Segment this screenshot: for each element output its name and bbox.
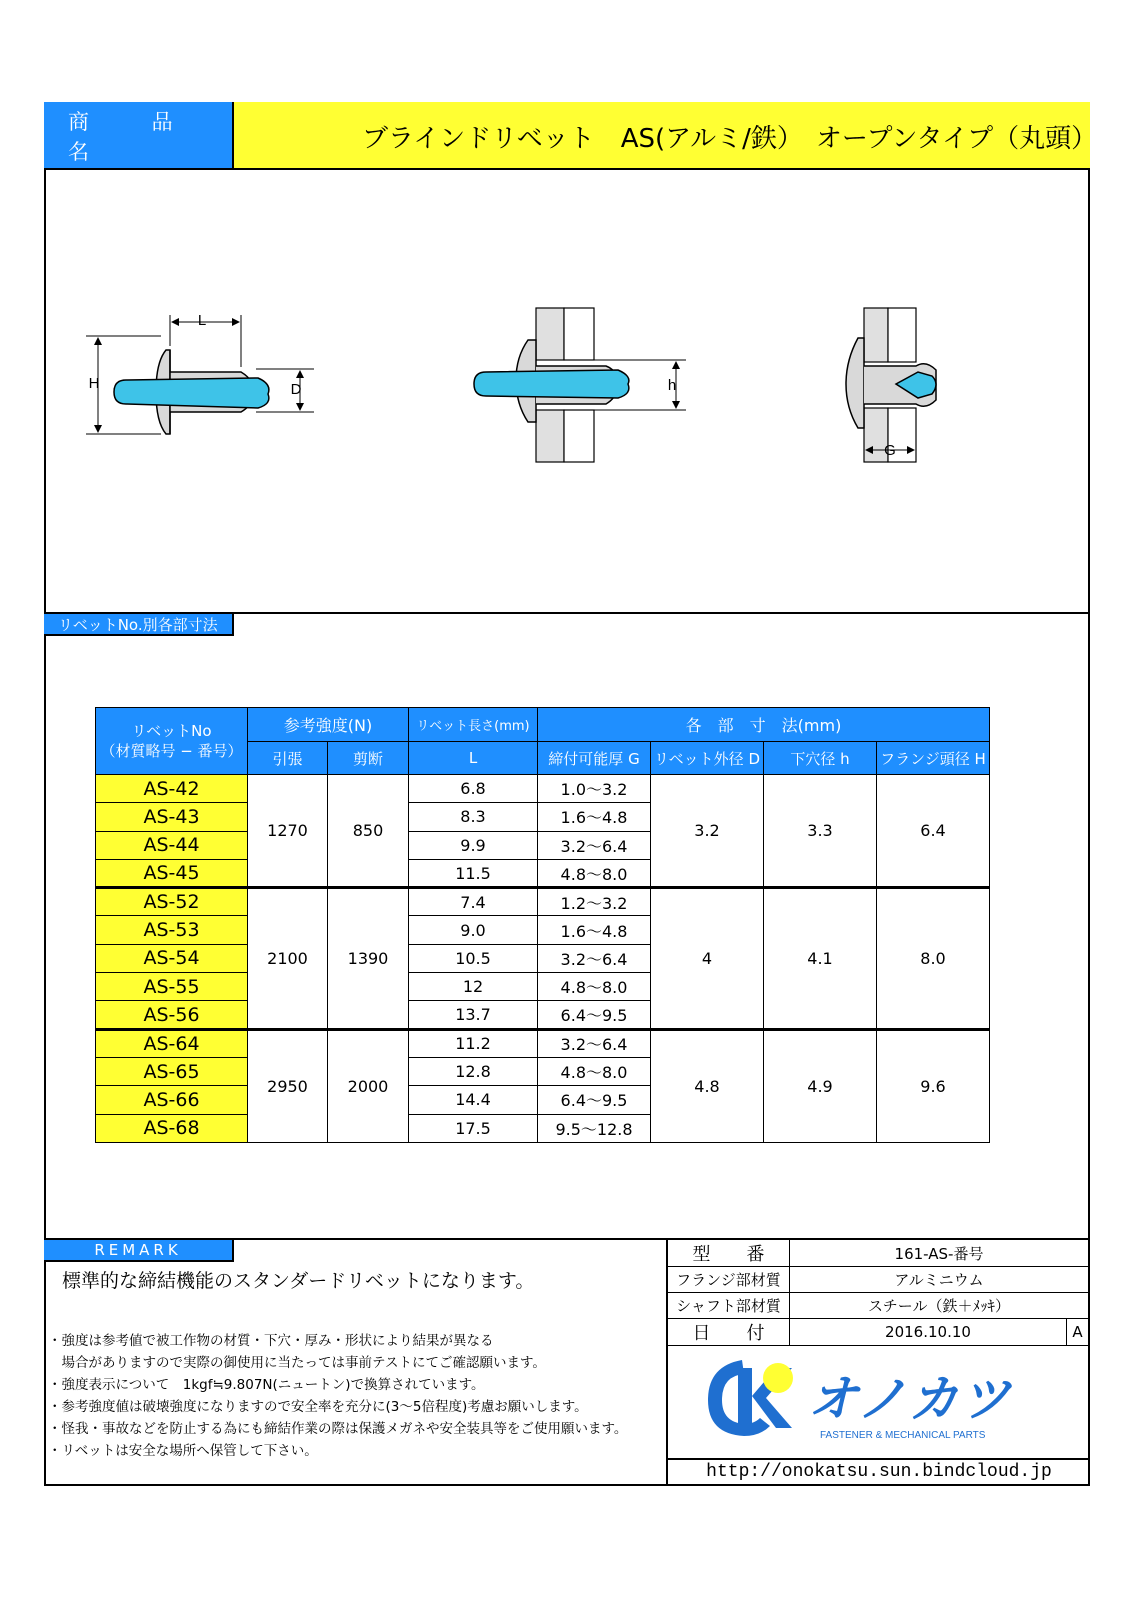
remark-note: ・怪我・事故などを防止する為にも締結作業の際は保護メガネや安全装具等をご使用願います。	[48, 1421, 628, 1437]
rivet-code: AS-55	[96, 973, 248, 1001]
length-value: 8.3	[409, 803, 538, 831]
length-value: 6.8	[409, 775, 538, 803]
col-grip: 締付可能厚 G	[538, 742, 651, 775]
length-value: 17.5	[409, 1114, 538, 1142]
dims-section-tab: リベットNo.別各部寸法	[44, 614, 234, 636]
length-value: 14.4	[409, 1086, 538, 1114]
grip-value: 9.5〜12.8	[538, 1114, 651, 1142]
rivet-code: AS-44	[96, 831, 248, 859]
rivet-code: AS-42	[96, 775, 248, 803]
length-value: 13.7	[409, 1001, 538, 1029]
rivet-diagram	[46, 172, 1088, 612]
logo-tagline: FASTENER & MECHANICAL PARTS	[820, 1430, 986, 1441]
rivet-code: AS-52	[96, 888, 248, 916]
website-url[interactable]: http://onokatsu.sun.bindcloud.jp	[706, 1462, 1052, 1482]
flange-dia-value: 6.4	[877, 775, 990, 888]
col-outer-dia: リベット外径 D	[651, 742, 764, 775]
spec-date-label: 日 付	[668, 1319, 790, 1346]
col-shear: 剪断	[328, 742, 409, 775]
rivet-figure-2	[474, 308, 686, 462]
remark-note: ・参考強度値は破壊強度になりますので安全率を充分に(3〜5倍程度)考慮お願いします。	[48, 1399, 588, 1415]
label-H: H	[88, 375, 100, 392]
grip-value: 6.4〜9.5	[538, 1086, 651, 1114]
col-tension: 引張	[248, 742, 328, 775]
shear-value: 1390	[328, 888, 409, 1029]
length-value: 9.0	[409, 916, 538, 944]
length-value: 12	[409, 973, 538, 1001]
col-rivet-no: リベットNo （材質略号 − 番号）	[96, 708, 248, 775]
table-row	[96, 888, 990, 916]
flange-dia-value: 9.6	[877, 1029, 990, 1142]
grip-value: 4.8〜8.0	[538, 973, 651, 1001]
col-length-L: L	[409, 742, 538, 775]
rivet-code: AS-56	[96, 1001, 248, 1029]
grip-value: 4.8〜8.0	[538, 859, 651, 887]
outer-dia-value: 4	[651, 888, 764, 1029]
label-L: L	[197, 312, 207, 329]
rivet-code: AS-66	[96, 1086, 248, 1114]
grip-value: 3.2〜6.4	[538, 1029, 651, 1057]
onokatsu-logo	[700, 1348, 1040, 1448]
rivet-code: AS-65	[96, 1057, 248, 1085]
spec-flange-value: アルミニウム	[790, 1267, 1089, 1293]
hole-dia-value: 4.9	[764, 1029, 877, 1142]
col-hole-dia: 下穴径 h	[764, 742, 877, 775]
rivet-figure-1	[86, 312, 314, 434]
col-length: リベット長さ(mm)	[409, 708, 538, 742]
col-dims: 各 部 寸 法(mm)	[538, 708, 990, 742]
hole-dia-value: 3.3	[764, 775, 877, 888]
grip-value: 4.8〜8.0	[538, 1057, 651, 1085]
grip-value: 3.2〜6.4	[538, 944, 651, 972]
length-value: 12.8	[409, 1057, 538, 1085]
tension-value: 1270	[248, 775, 328, 888]
grip-value: 6.4〜9.5	[538, 1001, 651, 1029]
outer-dia-value: 4.8	[651, 1029, 764, 1142]
label-D: D	[290, 381, 302, 398]
rivet-code: AS-53	[96, 916, 248, 944]
grip-value: 3.2〜6.4	[538, 831, 651, 859]
header-divider	[44, 168, 1090, 170]
rivet-code: AS-43	[96, 803, 248, 831]
length-value: 11.5	[409, 859, 538, 887]
length-value: 11.2	[409, 1029, 538, 1057]
product-name-label: 商 品 名	[44, 102, 234, 170]
logo-name: オノカツ	[808, 1370, 1013, 1428]
table-row	[96, 775, 990, 803]
spec-model-value: 161-AS-番号	[790, 1240, 1089, 1267]
grip-value: 1.6〜4.8	[538, 803, 651, 831]
grip-value: 1.2〜3.2	[538, 888, 651, 916]
col-flange-dia: フランジ頭径 H	[877, 742, 990, 775]
remark-headline: 標準的な締結機能のスタンダードリベットになります。	[62, 1270, 535, 1292]
remark-notes	[48, 1330, 627, 1462]
spec-table	[667, 1239, 1089, 1346]
length-value: 9.9	[409, 831, 538, 859]
col-strength: 参考強度(N)	[248, 708, 409, 742]
grip-value: 1.0〜3.2	[538, 775, 651, 803]
length-value: 7.4	[409, 888, 538, 916]
shear-value: 2000	[328, 1029, 409, 1142]
product-title: ブラインドリベット AS(アルミ/鉄） オープンタイプ（丸頭）	[234, 102, 1090, 170]
spec-shaft-label: シャフト部材質	[668, 1293, 790, 1319]
rivet-code: AS-54	[96, 944, 248, 972]
spec-flange-label: フランジ部材質	[668, 1267, 790, 1293]
spec-shaft-value: スチール（鉄＋ﾒｯｷ）	[790, 1293, 1089, 1319]
rivet-figure-3	[846, 308, 936, 462]
label-h: h	[667, 377, 677, 394]
spec-model-label: 型 番	[668, 1240, 790, 1267]
remark-note: 場合がありますので実際の御使用に当たっては事前テストにてご確認願います。	[48, 1355, 546, 1371]
rivet-code: AS-45	[96, 859, 248, 887]
table-row	[96, 1029, 990, 1057]
dimensions-table	[95, 707, 990, 1143]
hole-dia-value: 4.1	[764, 888, 877, 1029]
remark-note: ・強度は参考値で被工作物の材質・下穴・厚み・形状により結果が異なる	[48, 1333, 494, 1349]
remark-note: ・リベットは安全な場所へ保管して下さい。	[48, 1443, 318, 1459]
remark-tab: REMARK	[44, 1240, 234, 1262]
rivet-code: AS-64	[96, 1029, 248, 1057]
label-G: G	[884, 442, 896, 459]
grip-value: 1.6〜4.8	[538, 916, 651, 944]
flange-dia-value: 8.0	[877, 888, 990, 1029]
tension-value: 2950	[248, 1029, 328, 1142]
spec-revision: A	[1067, 1319, 1089, 1346]
remark-note: ・強度表示について 1kgf≒9.807N(ニュートン)で換算されています。	[48, 1377, 485, 1393]
length-value: 10.5	[409, 944, 538, 972]
tension-value: 2100	[248, 888, 328, 1029]
rivet-code: AS-68	[96, 1114, 248, 1142]
shear-value: 850	[328, 775, 409, 888]
outer-dia-value: 3.2	[651, 775, 764, 888]
spec-date-value: 2016.10.10	[790, 1319, 1067, 1346]
